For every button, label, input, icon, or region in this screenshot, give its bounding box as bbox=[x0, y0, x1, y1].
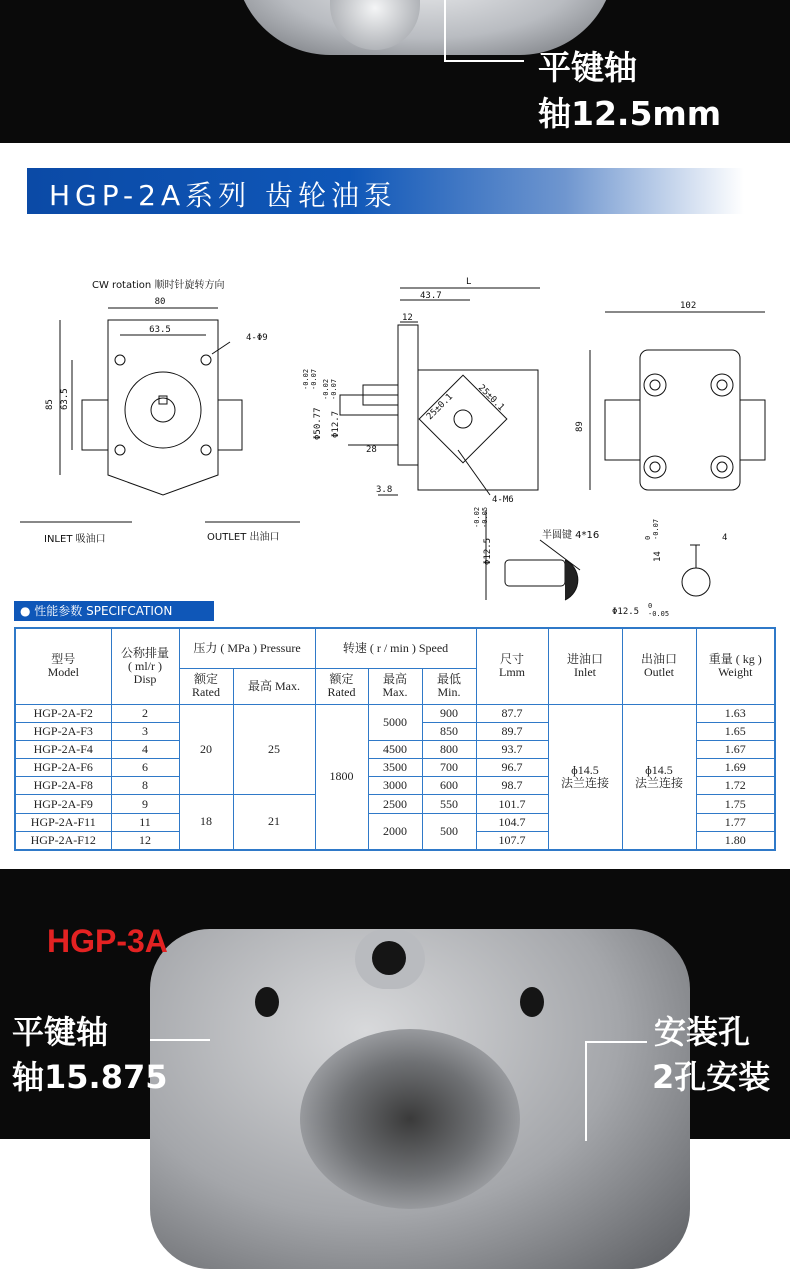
header-weight: 重量 ( kg ) Weight bbox=[696, 628, 775, 704]
dim-4: 4 bbox=[722, 533, 728, 543]
cell-model: HGP-2A-F4 bbox=[15, 740, 111, 758]
cell-rated-pressure: 20 bbox=[179, 704, 233, 795]
cell-outlet: ɸ14.5 法兰连接 bbox=[622, 704, 696, 850]
cell-model: HGP-2A-F12 bbox=[15, 831, 111, 849]
header-rated-speed: 额定 Rated bbox=[315, 668, 368, 704]
cell-length: 98.7 bbox=[476, 777, 548, 795]
header-pressure: 压力 ( MPa ) Pressure bbox=[179, 628, 315, 668]
front-flange bbox=[108, 320, 218, 495]
top-photo-band bbox=[0, 0, 790, 143]
cell-max-pressure: 21 bbox=[233, 795, 315, 850]
dim-14-tol-top: 0 bbox=[644, 535, 652, 540]
holes-label: 4-Φ9 bbox=[246, 333, 268, 343]
dim-63-5: 63.5 bbox=[149, 325, 171, 335]
cell-length: 93.7 bbox=[476, 740, 548, 758]
cell-min-speed: 550 bbox=[422, 795, 476, 813]
cell-weight: 1.67 bbox=[696, 740, 775, 758]
dim-14: 14 bbox=[653, 551, 663, 562]
dim-3-8: 3.8 bbox=[376, 485, 393, 495]
dim-phi-12-5-h-tol-bottom: -0.05 bbox=[648, 610, 670, 618]
callout-line-horizontal bbox=[444, 60, 524, 62]
cell-min-speed: 500 bbox=[422, 813, 476, 849]
header-outlet: 出油口 Outlet bbox=[622, 628, 696, 704]
cell-disp: 3 bbox=[111, 722, 179, 740]
header-speed: 转速 ( r / min ) Speed bbox=[315, 628, 476, 668]
cell-disp: 12 bbox=[111, 831, 179, 849]
header-min-speed: 最低 Min. bbox=[422, 668, 476, 704]
cell-disp: 6 bbox=[111, 759, 179, 777]
callout-line-left bbox=[150, 1039, 210, 1041]
shaft-type-label-bottom: 平键轴 bbox=[12, 1013, 109, 1051]
dim-phi-12-7: Φ12.7 bbox=[331, 410, 341, 438]
cell-length: 104.7 bbox=[476, 813, 548, 831]
dim-L: L bbox=[466, 277, 472, 287]
spec-heading: ● 性能参数 SPECIFCATION bbox=[14, 601, 214, 621]
callout-line-right-vertical bbox=[585, 1041, 587, 1141]
cell-min-speed: 800 bbox=[422, 740, 476, 758]
dim-phi-50-tol-top: -0.02 bbox=[302, 368, 310, 390]
cell-weight: 1.63 bbox=[696, 704, 775, 722]
dim-phi-12-7-tol-top: -0.02 bbox=[322, 378, 330, 400]
dim-25-a: 25±0.1 bbox=[425, 392, 456, 423]
shaft-size-label-bottom: 轴15.875 bbox=[12, 1058, 168, 1096]
inlet-label: INLET 吸油口 bbox=[44, 534, 106, 545]
outlet-label: OUTLET 出油口 bbox=[207, 532, 280, 543]
dim-43-7: 43.7 bbox=[420, 291, 442, 301]
bolt-hole-right bbox=[520, 987, 544, 1017]
cell-weight: 1.80 bbox=[696, 831, 775, 849]
cell-min-speed: 850 bbox=[422, 722, 476, 740]
cell-model: HGP-2A-F11 bbox=[15, 813, 111, 831]
dim-phi-12-7-tol-bottom: -0.07 bbox=[330, 378, 338, 400]
cell-max-speed: 2500 bbox=[368, 795, 422, 813]
cell-length: 96.7 bbox=[476, 759, 548, 777]
mount-type-label: 2孔安装 bbox=[652, 1058, 771, 1096]
side-flange bbox=[398, 325, 418, 465]
cell-model: HGP-2A-F3 bbox=[15, 722, 111, 740]
dim-phi-12-5-horizontal: Φ12.5 bbox=[612, 607, 640, 617]
cell-max-speed: 4500 bbox=[368, 740, 422, 758]
cell-min-speed: 900 bbox=[422, 704, 476, 722]
header-rated-pressure: 额定 Rated bbox=[179, 668, 233, 704]
dim-phi-12-5-h-tol-top: 0 bbox=[648, 602, 653, 610]
callout-line-right bbox=[585, 1041, 647, 1043]
cell-length: 89.7 bbox=[476, 722, 548, 740]
dim-phi-12-5-tol-top: -0.02 bbox=[473, 506, 481, 528]
cell-disp: 8 bbox=[111, 777, 179, 795]
cell-length: 107.7 bbox=[476, 831, 548, 849]
model-label: HGP-3A bbox=[47, 923, 168, 959]
series-title: HGP-2A系列 齿轮油泵 bbox=[49, 179, 397, 212]
cell-length: 101.7 bbox=[476, 795, 548, 813]
header-max-speed: 最高 Max. bbox=[368, 668, 422, 704]
bolt-hole-left bbox=[255, 987, 279, 1017]
cell-disp: 9 bbox=[111, 795, 179, 813]
cell-weight: 1.77 bbox=[696, 813, 775, 831]
dim-phi-50-tol-bottom: -0.07 bbox=[310, 368, 318, 390]
dim-80: 80 bbox=[154, 297, 166, 307]
header-size: 尺寸 Lmm bbox=[476, 628, 548, 704]
dim-12: 12 bbox=[402, 313, 413, 323]
cell-weight: 1.75 bbox=[696, 795, 775, 813]
cell-length: 87.7 bbox=[476, 704, 548, 722]
dim-89: 89 bbox=[575, 421, 585, 432]
dim-28: 28 bbox=[366, 445, 377, 455]
cell-max-speed: 2000 bbox=[368, 813, 422, 849]
header-disp: 公称排量 ( ml/r ) Disp bbox=[111, 628, 179, 704]
cell-disp: 4 bbox=[111, 740, 179, 758]
cell-disp: 2 bbox=[111, 704, 179, 722]
dim-85: 85 bbox=[45, 399, 55, 410]
header-model: 型号 Model bbox=[15, 628, 111, 704]
header-max-pressure: 最高 Max. bbox=[233, 668, 315, 704]
cell-max-speed: 3000 bbox=[368, 777, 422, 795]
bottom-photo-band bbox=[0, 869, 790, 1139]
cell-model: HGP-2A-F6 bbox=[15, 759, 111, 777]
dim-102: 102 bbox=[680, 301, 697, 311]
cell-weight: 1.72 bbox=[696, 777, 775, 795]
mount-hole-label: 安装孔 bbox=[654, 1013, 751, 1051]
cell-disp: 11 bbox=[111, 813, 179, 831]
key-label: 半圆键 4*16 bbox=[542, 530, 600, 541]
cell-max-speed: 3500 bbox=[368, 759, 422, 777]
dim-63-5-vertical: 63.5 bbox=[60, 388, 70, 410]
cell-model: HGP-2A-F8 bbox=[15, 777, 111, 795]
spec-table bbox=[14, 627, 776, 851]
series-banner bbox=[27, 168, 744, 214]
rotation-label: CW rotation 顺时针旋转方向 bbox=[92, 280, 225, 291]
cell-model: HGP-2A-F9 bbox=[15, 795, 111, 813]
header-inlet: 进油口 Inlet bbox=[548, 628, 622, 704]
callout-line bbox=[444, 0, 446, 62]
cell-inlet: ɸ14.5 法兰连接 bbox=[548, 704, 622, 850]
m6-label: 4-M6 bbox=[492, 495, 514, 505]
cell-max-pressure: 25 bbox=[233, 704, 315, 795]
mount-hole bbox=[372, 941, 406, 975]
cell-min-speed: 600 bbox=[422, 777, 476, 795]
cell-max-speed: 5000 bbox=[368, 704, 422, 740]
shaft-size-label: 轴12.5mm bbox=[538, 94, 722, 133]
dim-25-b: 25±0.1 bbox=[475, 383, 506, 414]
dim-phi-12-5-vertical: Φ12.5 bbox=[483, 537, 493, 565]
cell-rated-speed: 1800 bbox=[315, 704, 368, 850]
cell-model: HGP-2A-F2 bbox=[15, 704, 111, 722]
pump-face bbox=[300, 1029, 520, 1209]
dim-phi-12-5-tol-bottom: -0.05 bbox=[481, 506, 489, 528]
cell-weight: 1.69 bbox=[696, 759, 775, 777]
rear-plate bbox=[640, 350, 740, 490]
dim-phi-50: Φ50.77 bbox=[313, 407, 323, 440]
table-row bbox=[15, 704, 775, 722]
shaft-type-label: 平键轴 bbox=[538, 48, 637, 87]
cell-weight: 1.65 bbox=[696, 722, 775, 740]
dim-14-tol-bottom: -0.07 bbox=[652, 518, 660, 540]
cell-rated-pressure: 18 bbox=[179, 795, 233, 850]
cell-min-speed: 700 bbox=[422, 759, 476, 777]
